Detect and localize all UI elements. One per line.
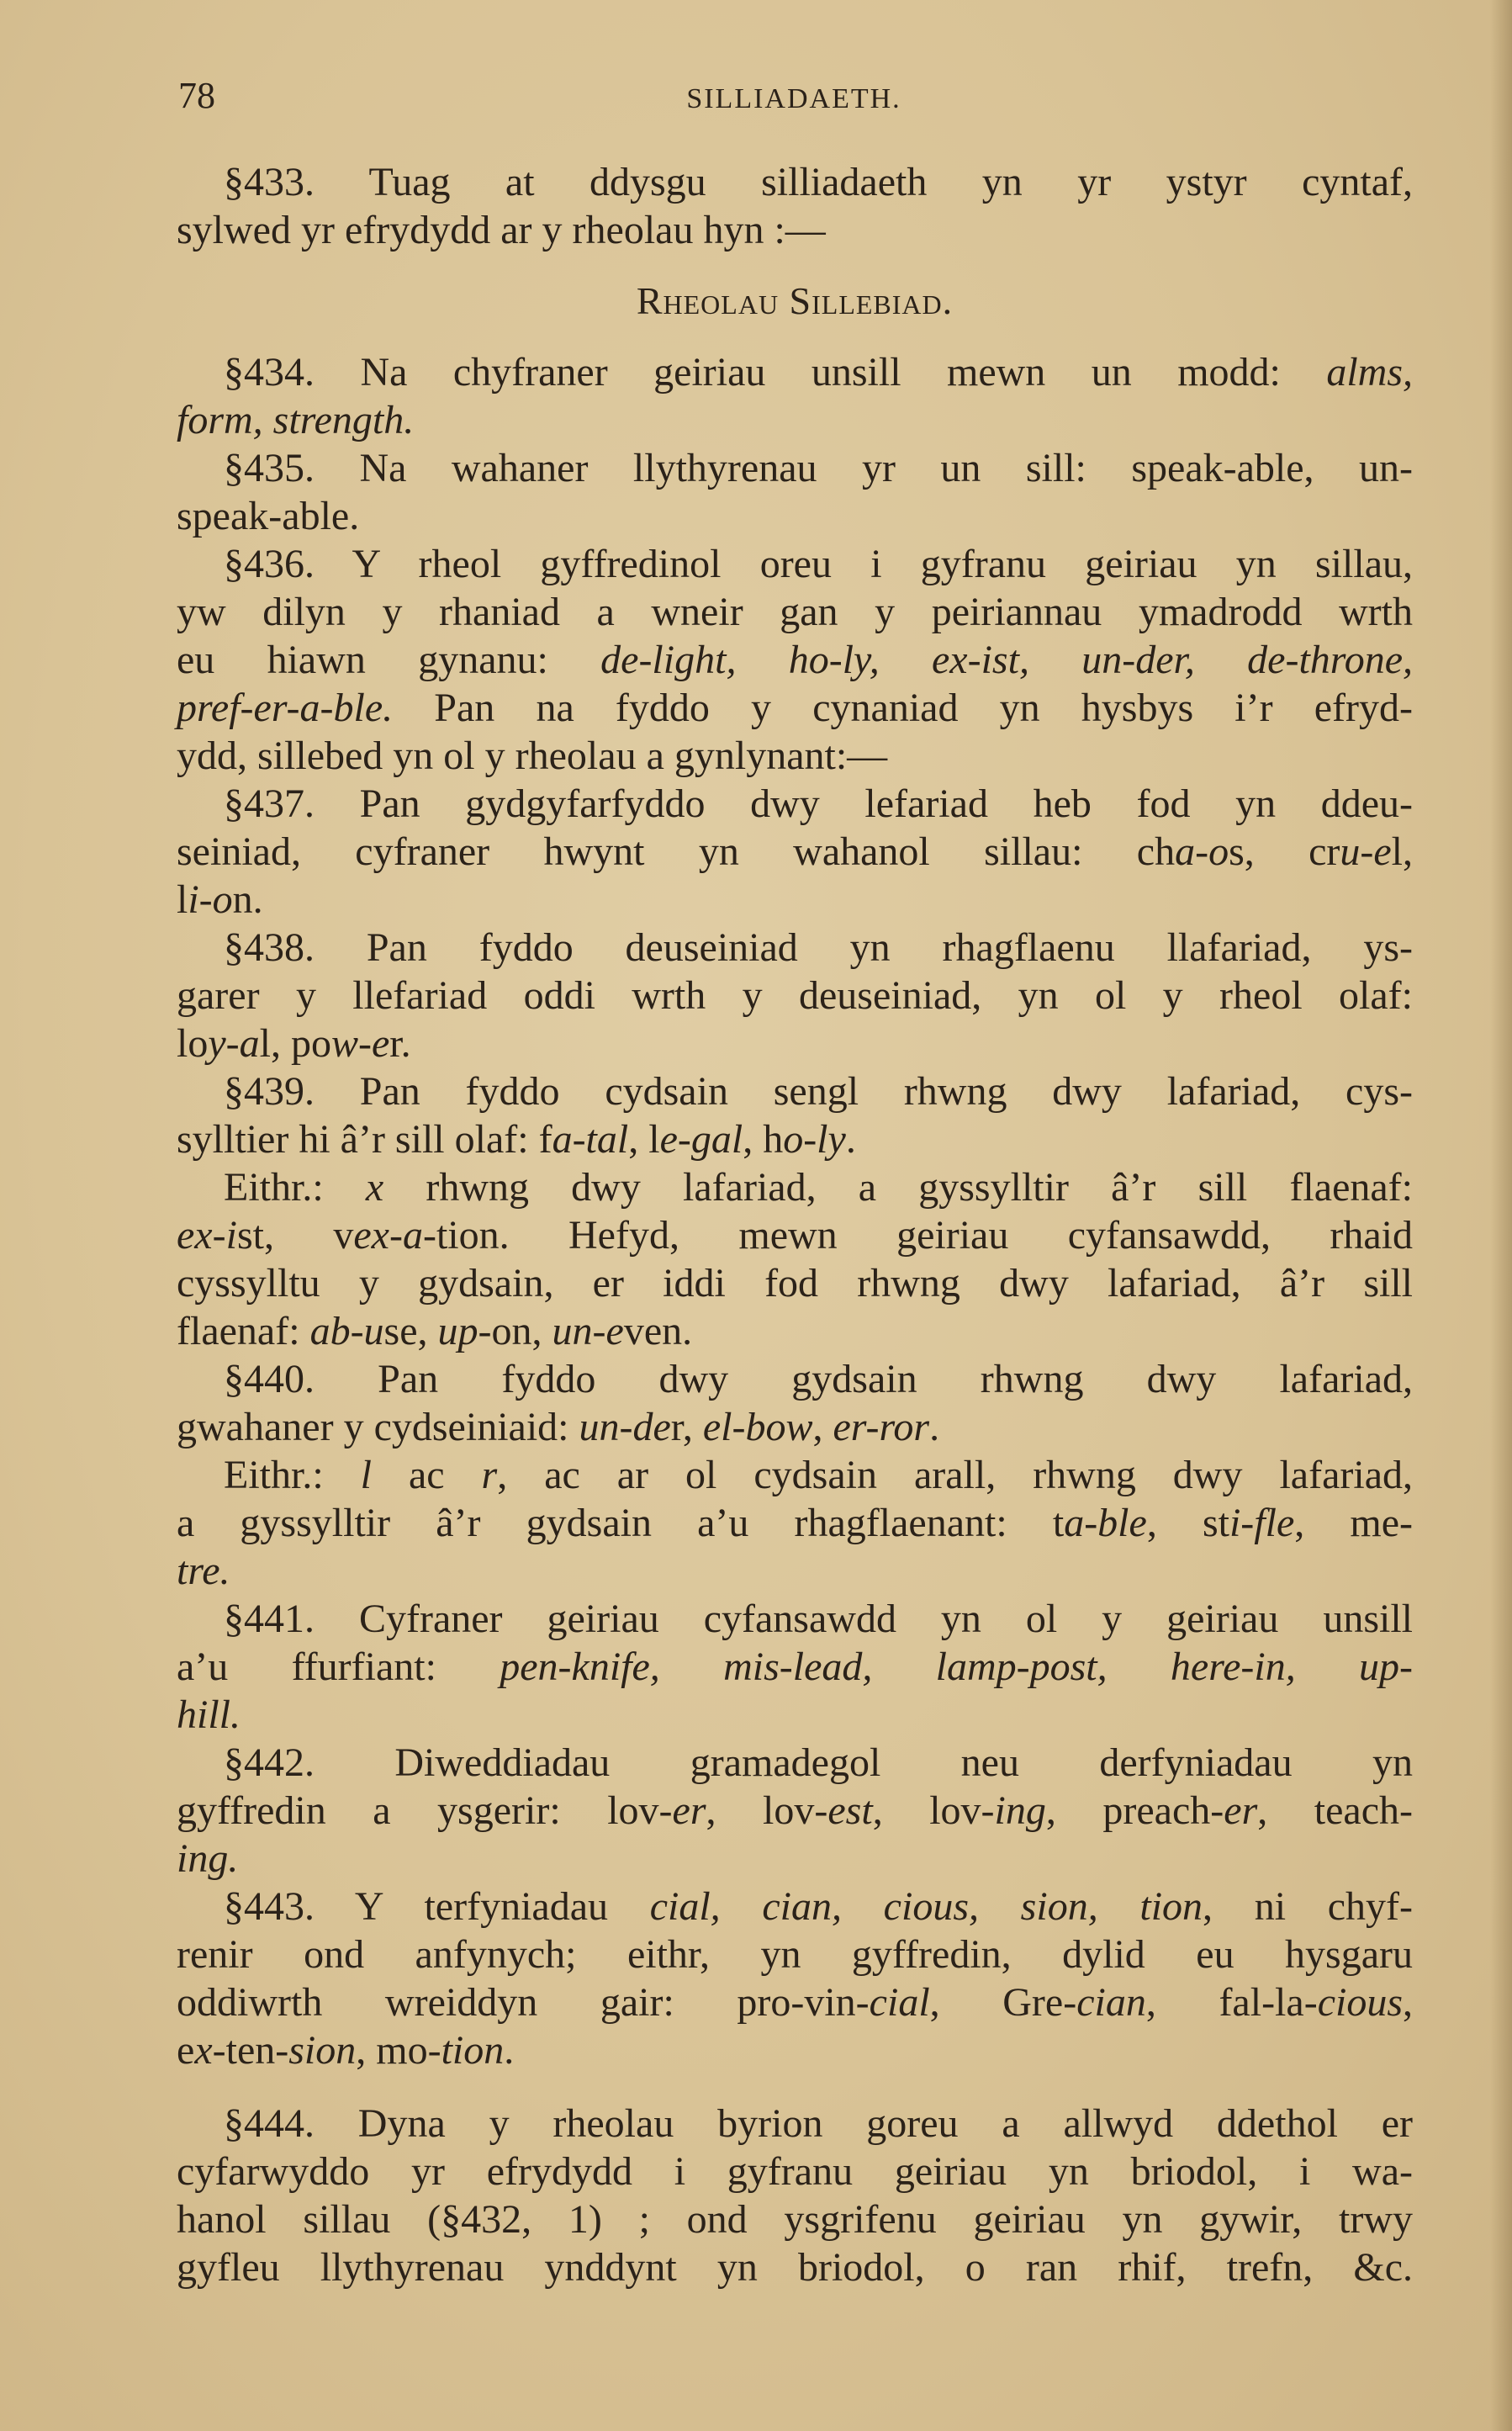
- text-run: a gyssylltir â’r gydsain a’u rhagflaenant: t: [177, 1501, 1065, 1545]
- italic-example: cial: [869, 1980, 930, 2025]
- text-run: , Gre-: [929, 1980, 1077, 2025]
- text-run: .: [929, 1405, 940, 1449]
- italic-example: un-de: [579, 1405, 671, 1449]
- text-run: .: [504, 2028, 515, 2073]
- text-run: §437. Pan gydgyfarfyddo dwy lefariad heb fod yn ddeu-: [224, 781, 1413, 826]
- italic-example: y-a: [208, 1021, 260, 1066]
- italic-example: r: [481, 1453, 498, 1497]
- text-line: [177, 540, 1413, 588]
- italic-example: de-light, ho-ly, ex-ist, un-der, de-throne,: [600, 638, 1414, 682]
- paragraph: [177, 444, 1413, 540]
- text-run: .: [845, 1117, 856, 1162]
- text-run: se,: [383, 1309, 438, 1353]
- italic-example: o-ly: [783, 1117, 846, 1162]
- text-line: [177, 1643, 1413, 1691]
- text-line: [177, 1355, 1413, 1403]
- text-run: Eithr.:: [224, 1165, 366, 1210]
- text-run: §438. Pan fyddo deuseiniad yn rhagflaenu llafariad, ys-: [224, 925, 1413, 970]
- text-run: cyssylltu y gydsain, er iddi fod rhwng dwy lafariad, â’r sill: [177, 1261, 1413, 1306]
- paragraph: [177, 1595, 1413, 1739]
- italic-example: u-e: [1340, 829, 1392, 874]
- text-run: sylwed yr efrydydd ar y rheolau hyn :—: [177, 208, 826, 252]
- text-run: ,: [1403, 1980, 1414, 2025]
- italic-example: pref-er-a-ble.: [177, 686, 394, 730]
- text-run: §443. Y terfyniadau: [224, 1884, 650, 1929]
- text-run: renir ond anfynych; eithr, yn gyffredin, dylid eu hysgaru: [177, 1932, 1413, 1977]
- italic-example: est: [827, 1788, 873, 1833]
- text-run: Eithr.:: [224, 1453, 361, 1497]
- text-run: §440. Pan fyddo dwy gydsain rhwng dwy lafariad,: [224, 1357, 1413, 1401]
- text-line: [177, 1067, 1413, 1115]
- text-line: [177, 1595, 1413, 1643]
- body-text: [177, 158, 1413, 2291]
- paragraph: [177, 924, 1413, 1067]
- italic-example: cious: [1317, 1980, 1404, 2025]
- text-run: §441. Cyfraner geiriau cyfansawdd yn ol y geiriau unsill: [224, 1597, 1413, 1641]
- text-line: [177, 1020, 1413, 1067]
- text-line: [177, 732, 1413, 780]
- text-run: §439. Pan fyddo cydsain sengl rhwng dwy lafariad, cys-: [224, 1069, 1413, 1114]
- italic-example: hill.: [177, 1692, 241, 1737]
- text-run: §444. Dyna y rheolau byrion goreu a allwyd ddethol er: [224, 2101, 1413, 2146]
- text-line: [177, 1739, 1413, 1787]
- text-line: [177, 492, 1413, 540]
- text-line: [177, 1499, 1413, 1547]
- italic-example: el-bow: [702, 1405, 813, 1449]
- text-line: [177, 348, 1413, 396]
- text-run: ,: [812, 1405, 833, 1449]
- text-run: n.: [232, 877, 263, 922]
- text-line: [177, 444, 1413, 492]
- text-run: on,: [491, 1309, 552, 1353]
- text-line: [177, 828, 1413, 876]
- text-run: l,: [1391, 829, 1414, 874]
- text-run: , l: [628, 1117, 660, 1162]
- italic-example: cial, cian, cious, sion, tion: [649, 1884, 1203, 1929]
- text-run: ydd, sillebed yn ol y rheolau a gynlynant:—: [177, 734, 888, 778]
- text-run: , me-: [1294, 1501, 1414, 1545]
- text-run: s, cr: [1229, 829, 1340, 874]
- text-line: [177, 1259, 1413, 1307]
- text-line: [177, 1547, 1413, 1595]
- text-line: [177, 588, 1413, 636]
- text-run: eu hiawn gynanu:: [177, 638, 601, 682]
- italic-example: i-o: [188, 877, 233, 922]
- text-line: [177, 1978, 1413, 2026]
- text-run: garer y llefariad oddi wrth y deuseiniad, yn ol y rheol olaf:: [177, 973, 1413, 1018]
- paragraph-433: [177, 158, 1413, 254]
- text-line: [177, 2195, 1413, 2243]
- text-line: [177, 1883, 1413, 1930]
- text-run: seiniad, cyfraner hwynt yn wahanol sillau: ch: [177, 829, 1176, 874]
- italic-example: er: [672, 1788, 706, 1833]
- text-line: [177, 684, 1413, 732]
- text-run: , ac ar ol cydsain arall, rhwng dwy lafariad,: [497, 1453, 1413, 1497]
- text-run: hanol sillau (§432, 1) ; ond ysgrifenu geiriau yn gywir, trwy: [177, 2197, 1413, 2242]
- text-line: [177, 2148, 1413, 2195]
- text-line: [177, 1691, 1413, 1739]
- italic-example: ex-i: [177, 1213, 237, 1258]
- italic-example: er-ror: [833, 1405, 930, 1449]
- text-run: , h: [743, 1117, 784, 1162]
- italic-example: un-e: [552, 1309, 624, 1353]
- text-run: e: [177, 2028, 195, 2073]
- italic-example: cian: [1076, 1980, 1146, 2025]
- text-line: [177, 206, 1413, 254]
- text-run: , lov-: [872, 1788, 995, 1833]
- text-run: §442. Diweddiadau gramadegol neu derfyniadau yn: [224, 1740, 1413, 1785]
- text-line: [177, 924, 1413, 972]
- text-run: §434. Na chyfraner geiriau unsill mewn un modd:: [224, 350, 1327, 395]
- text-line: [177, 1787, 1413, 1835]
- text-line: [177, 158, 1413, 206]
- paragraph: [177, 2100, 1413, 2291]
- text-line: [177, 1403, 1413, 1451]
- paragraph: [177, 1451, 1413, 1595]
- text-run: a’u ffurfiant:: [177, 1644, 500, 1689]
- text-run: §433. Tuag at ddysgu silliadaeth yn yr ystyr cyntaf,: [224, 160, 1413, 204]
- italic-example: a-tal: [552, 1117, 629, 1162]
- italic-example: e-gal: [659, 1117, 743, 1162]
- italic-example: l: [360, 1453, 372, 1497]
- text-line: [177, 396, 1413, 444]
- page-edge-shadow: [1490, 0, 1512, 2431]
- italic-example: up-: [437, 1309, 492, 1353]
- text-run: ven.: [623, 1309, 693, 1353]
- text-line: [177, 780, 1413, 828]
- text-line: [177, 1115, 1413, 1163]
- italic-example: alms,: [1326, 350, 1413, 395]
- italic-example: w-e: [330, 1021, 390, 1066]
- text-line: [177, 2026, 1413, 2074]
- italic-example: a-o: [1175, 829, 1229, 874]
- text-run: , st: [1146, 1501, 1229, 1545]
- paragraph: [177, 540, 1413, 780]
- text-run: st, v: [236, 1213, 354, 1258]
- text-run: r.: [389, 1021, 411, 1066]
- text-line: [177, 1835, 1413, 1883]
- text-run: flaenaf:: [177, 1309, 310, 1353]
- text-run: gyfleu llythyrenau ynddynt yn briodol, o ran rhif, trefn, &c.: [177, 2245, 1413, 2290]
- italic-example: ing: [994, 1788, 1046, 1833]
- italic-example: er: [1224, 1788, 1258, 1833]
- paragraph: [177, 1355, 1413, 1451]
- italic-example: tion: [441, 2028, 505, 2073]
- text-run: sylltier hi â’r sill olaf: f: [177, 1117, 552, 1162]
- italic-example: tre.: [177, 1549, 230, 1593]
- italic-example: sion: [288, 2028, 357, 2073]
- italic-example: form, strength.: [177, 398, 415, 442]
- text-run: , lov-: [706, 1788, 828, 1833]
- section-heading: Rheolau Sillebiad.: [636, 279, 954, 322]
- text-line: [177, 1307, 1413, 1355]
- italic-example: i-fle: [1229, 1501, 1295, 1545]
- text-run: §436. Y rheol gyffredinol oreu i gyfranu geiriau yn sillau,: [224, 542, 1413, 586]
- text-run: speak-able.: [177, 494, 360, 538]
- paragraph: [177, 780, 1413, 924]
- italic-example: pen-knife, mis-lead, lamp-post, here-in, up-: [500, 1644, 1413, 1689]
- text-run: gwahaner y cydseiniaid:: [177, 1405, 579, 1449]
- text-line: [177, 2243, 1413, 2291]
- text-run: l, po: [259, 1021, 331, 1066]
- text-run: §435. Na wahaner llythyrenau yr un sill: speak-able, un-: [224, 446, 1413, 490]
- text-line: [177, 1451, 1413, 1499]
- text-line: [177, 1163, 1413, 1211]
- italic-example: ex-a: [353, 1213, 423, 1258]
- text-run: , preach-: [1045, 1788, 1224, 1833]
- rules-list: [177, 348, 1413, 2291]
- text-run: l: [177, 877, 188, 922]
- paragraph: [177, 1883, 1413, 2074]
- text-run: yw dilyn y rhaniad a wneir gan y peiriannau ymadrodd wrth: [177, 590, 1413, 634]
- italic-example: ab-u: [309, 1309, 384, 1353]
- text-run: -tion. Hefyd, mewn geiriau cyfansawdd, rhaid: [422, 1213, 1414, 1258]
- text-line: [177, 1930, 1413, 1978]
- text-line: [177, 636, 1413, 684]
- text-run: ac: [371, 1453, 482, 1497]
- text-run: -ten-: [212, 2028, 289, 2073]
- running-title: SILLIADAETH.: [686, 83, 901, 114]
- text-run: oddiwrth wreiddyn gair: pro-vin-: [177, 1980, 870, 2025]
- italic-example: x: [365, 1165, 384, 1210]
- paragraph: [177, 1163, 1413, 1355]
- text-line: [177, 1211, 1413, 1259]
- italic-example: ing.: [177, 1836, 239, 1881]
- paragraph: [177, 348, 1413, 444]
- text-run: lo: [177, 1021, 209, 1066]
- text-run: r,: [670, 1405, 703, 1449]
- paragraph: [177, 1067, 1413, 1163]
- text-run: , teach-: [1257, 1788, 1414, 1833]
- running-head: [175, 74, 1413, 118]
- italic-example: x: [194, 2028, 213, 2073]
- paragraph: [177, 1739, 1413, 1883]
- text-run: Pan na fyddo y cynaniad yn hysbys i’r efryd-: [393, 686, 1413, 730]
- text-line: [177, 972, 1413, 1020]
- text-line: [177, 2100, 1413, 2148]
- text-run: , fal-la-: [1145, 1980, 1318, 2025]
- text-run: rhwng dwy lafariad, a gyssylltir â’r sill flaenaf:: [383, 1165, 1414, 1210]
- text-run: , ni chyf-: [1203, 1884, 1414, 1929]
- page-number: 78: [178, 75, 215, 116]
- text-run: gyffredin a ysgerir: lov-: [177, 1788, 673, 1833]
- text-line: [177, 876, 1413, 924]
- italic-example: a-ble: [1064, 1501, 1147, 1545]
- text-run: cyfarwyddo yr efrydydd i gyfranu geiriau yn briodol, i wa-: [177, 2149, 1413, 2194]
- text-run: , mo-: [356, 2028, 441, 2073]
